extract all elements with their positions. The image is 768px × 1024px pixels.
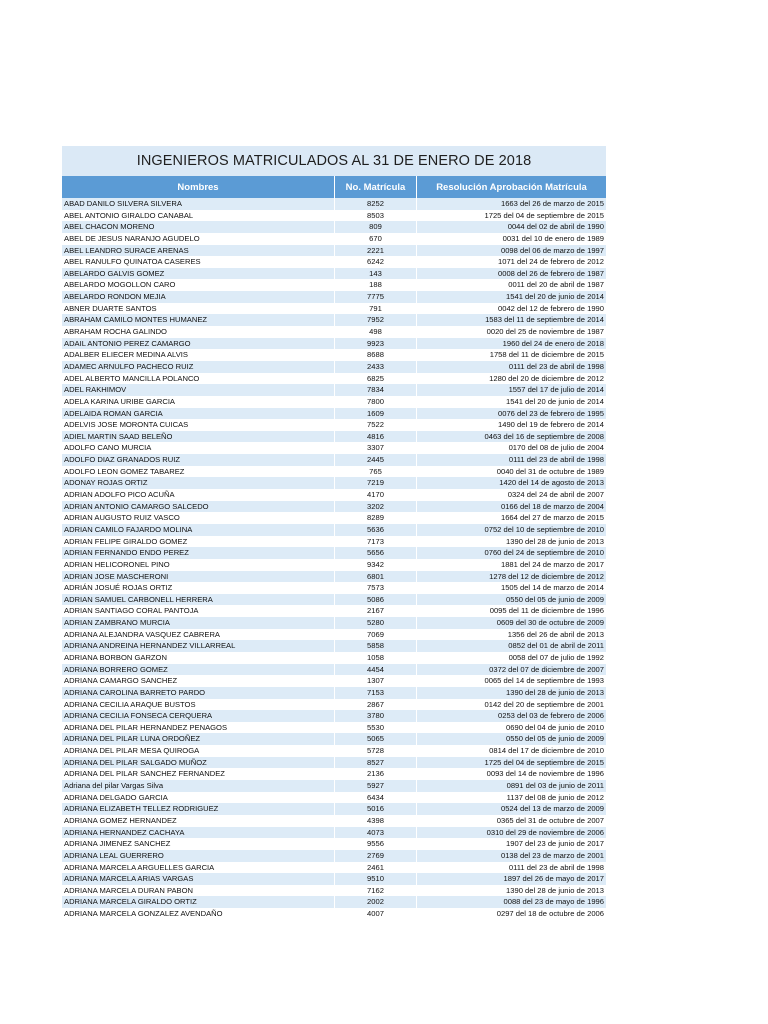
- column-header-nombres[interactable]: Nombres: [62, 176, 335, 198]
- cell-resolucion[interactable]: 1390 del 28 de junio de 2013: [506, 687, 604, 697]
- table-row[interactable]: [62, 827, 606, 839]
- cell-resolucion[interactable]: 0166 del 18 de marzo de 2004: [500, 501, 604, 511]
- table-row[interactable]: [62, 629, 606, 641]
- cell-matricula[interactable]: 2461: [335, 862, 417, 874]
- cell-matricula[interactable]: 7573: [335, 582, 417, 594]
- cell-matricula[interactable]: 8688: [335, 349, 417, 361]
- cell-nombre[interactable]: ADRIANA ANDREINA HERNANDEZ VILLARREAL: [62, 640, 335, 652]
- cell-nombre[interactable]: ADEL RAKHIMOV: [62, 384, 335, 396]
- table-row[interactable]: [62, 268, 606, 280]
- table-row[interactable]: [62, 733, 606, 745]
- cell-matricula[interactable]: 188: [335, 279, 417, 291]
- cell-resolucion[interactable]: 0310 del 29 de noviembre de 2006: [486, 827, 604, 837]
- cell-resolucion[interactable]: 0609 del 30 de octubre de 2009: [496, 618, 604, 628]
- table-row[interactable]: [62, 850, 606, 862]
- cell-resolucion[interactable]: 1557 del 17 de julio de 2014: [508, 385, 604, 395]
- cell-matricula[interactable]: 8252: [335, 198, 417, 210]
- table-row[interactable]: [62, 640, 606, 652]
- table-row[interactable]: [62, 373, 606, 385]
- cell-resolucion[interactable]: 1420 del 14 de agosto de 2013: [499, 478, 604, 488]
- cell-resolucion[interactable]: 1897 del 26 de mayo de 2017: [503, 874, 604, 884]
- table-row[interactable]: [62, 605, 606, 617]
- cell-nombre[interactable]: ADRIAN FELIPE GIRALDO GOMEZ: [62, 536, 335, 548]
- sheet-title: INGENIEROS MATRICULADOS AL 31 DE ENERO DE 2018: [62, 146, 606, 176]
- table-row[interactable]: [62, 908, 606, 920]
- cell-nombre[interactable]: ABRAHAM CAMILO MONTES HUMANEZ: [62, 314, 335, 326]
- table-row[interactable]: [62, 477, 606, 489]
- cell-resolucion[interactable]: 1356 del 26 de abril de 2013: [507, 629, 604, 639]
- cell-resolucion[interactable]: 0098 del 06 de marzo de 1997: [500, 245, 604, 255]
- spreadsheet-table: [62, 146, 606, 920]
- cell-matricula[interactable]: 7069: [335, 629, 417, 641]
- cell-nombre[interactable]: ADRIANA CECILIA FONSECA CERQUERA: [62, 710, 335, 722]
- cell-resolucion[interactable]: 0814 del 17 de diciembre de 2010: [489, 746, 604, 756]
- cell-resolucion[interactable]: 0040 del 31 de octubre de 1989: [496, 466, 604, 476]
- table-row[interactable]: [62, 582, 606, 594]
- cell-nombre[interactable]: ADEL ALBERTO MANCILLA POLANCO: [62, 373, 335, 385]
- cell-nombre[interactable]: ADRIANA LEAL GUERRERO: [62, 850, 335, 862]
- table-row[interactable]: [62, 699, 606, 711]
- cell-resolucion[interactable]: 0253 del 03 de febrero de 2006: [498, 711, 604, 721]
- cell-matricula[interactable]: 5858: [335, 640, 417, 652]
- cell-nombre[interactable]: ADELAIDA ROMAN GARCIA: [62, 408, 335, 420]
- cell-resolucion[interactable]: 0524 del 13 de marzo de 2009: [500, 804, 604, 814]
- table-row[interactable]: [62, 198, 606, 210]
- cell-nombre[interactable]: ADOLFO CANO MURCIA: [62, 442, 335, 454]
- cell-resolucion[interactable]: 0463 del 16 de septiembre de 2008: [484, 431, 604, 441]
- cell-matricula[interactable]: 4816: [335, 431, 417, 443]
- table-row[interactable]: [62, 489, 606, 501]
- cell-nombre[interactable]: ABELARDO MOGOLLON CARO: [62, 279, 335, 291]
- cell-matricula[interactable]: 7153: [335, 687, 417, 699]
- table-body: [62, 198, 606, 920]
- cell-matricula[interactable]: 498: [335, 326, 417, 338]
- cell-resolucion[interactable]: 0020 del 25 de noviembre de 1987: [486, 327, 604, 337]
- table-row[interactable]: [62, 245, 606, 257]
- table-row[interactable]: [62, 885, 606, 897]
- cell-resolucion[interactable]: 0008 del 26 de febrero de 1987: [498, 268, 604, 278]
- cell-resolucion[interactable]: 1907 del 23 de junio de 2017: [506, 839, 604, 849]
- cell-matricula[interactable]: 5280: [335, 617, 417, 629]
- table-row[interactable]: [62, 303, 606, 315]
- table-row[interactable]: [62, 384, 606, 396]
- cell-matricula[interactable]: 7775: [335, 291, 417, 303]
- table-row[interactable]: [62, 361, 606, 373]
- cell-nombre[interactable]: ADRIANA DEL PILAR SALGADO MUÑOZ: [62, 757, 335, 769]
- cell-matricula[interactable]: 9556: [335, 838, 417, 850]
- cell-resolucion[interactable]: 0065 del 14 de septiembre de 1993: [484, 676, 604, 686]
- cell-resolucion[interactable]: 0760 del 24 de septiembre de 2010: [484, 548, 604, 558]
- cell-nombre[interactable]: ABEL DE JESUS NARANJO AGUDELO: [62, 233, 335, 245]
- cell-resolucion[interactable]: 0752 del 10 de septiembre de 2010: [484, 524, 604, 534]
- header-row: [62, 176, 606, 198]
- cell-nombre[interactable]: ADRIANA BORRERO GOMEZ: [62, 664, 335, 676]
- cell-nombre[interactable]: ADRIANA GOMEZ HERNANDEZ: [62, 815, 335, 827]
- cell-matricula[interactable]: 2433: [335, 361, 417, 373]
- cell-nombre[interactable]: ABEL ANTONIO GIRALDO CANABAL: [62, 210, 335, 222]
- cell-resolucion[interactable]: 0011 del 20 de abril de 1987: [508, 280, 604, 290]
- cell-matricula[interactable]: 1307: [335, 675, 417, 687]
- cell-matricula[interactable]: 4170: [335, 489, 417, 501]
- cell-nombre[interactable]: ADOLFO LEON GOMEZ TABAREZ: [62, 466, 335, 478]
- cell-resolucion[interactable]: 0095 del 11 de diciembre de 1996: [489, 606, 604, 616]
- cell-matricula[interactable]: 7952: [335, 314, 417, 326]
- cell-matricula[interactable]: 4398: [335, 815, 417, 827]
- cell-matricula[interactable]: 7162: [335, 885, 417, 897]
- cell-nombre[interactable]: ADRIANA DEL PILAR MESA QUIROGA: [62, 745, 335, 757]
- cell-resolucion[interactable]: 0111 del 23 de abril de 1998: [508, 455, 604, 465]
- cell-nombre[interactable]: Adriana del pilar Vargas Silva: [62, 780, 335, 792]
- table-row[interactable]: [62, 221, 606, 233]
- cell-nombre[interactable]: ABEL LEANDRO SURACE ARENAS: [62, 245, 335, 257]
- cell-resolucion[interactable]: 0031 del 10 de enero de 1989: [502, 233, 604, 243]
- cell-matricula[interactable]: 7800: [335, 396, 417, 408]
- table-row[interactable]: [62, 873, 606, 885]
- cell-resolucion[interactable]: 1137 del 08 de junio de 2012: [506, 792, 604, 802]
- table-row[interactable]: [62, 896, 606, 908]
- table-row[interactable]: [62, 745, 606, 757]
- cell-nombre[interactable]: ABNER DUARTE SANTOS: [62, 303, 335, 315]
- cell-nombre[interactable]: ADRIANA MARCELA GIRALDO ORTIZ: [62, 896, 335, 908]
- cell-resolucion[interactable]: 0297 del 18 de octubre de 2006: [496, 909, 604, 919]
- table-row[interactable]: [62, 536, 606, 548]
- cell-matricula[interactable]: 7522: [335, 419, 417, 431]
- table-row[interactable]: [62, 466, 606, 478]
- cell-matricula[interactable]: 8289: [335, 512, 417, 524]
- cell-resolucion[interactable]: 0891 del 03 de junio de 2011: [506, 781, 604, 791]
- cell-matricula[interactable]: 5728: [335, 745, 417, 757]
- cell-resolucion[interactable]: 1071 del 24 de febrero de 2012: [498, 257, 604, 267]
- cell-nombre[interactable]: ADRIANA DEL PILAR SANCHEZ FERNANDEZ: [62, 768, 335, 780]
- cell-nombre[interactable]: ADRIAN ADOLFO PICO ACUÑA: [62, 489, 335, 501]
- cell-matricula[interactable]: 8503: [335, 210, 417, 222]
- cell-resolucion[interactable]: 1663 del 26 de marzo de 2015: [500, 199, 604, 208]
- table-row[interactable]: [62, 279, 606, 291]
- cell-resolucion[interactable]: 1583 del 11 de septiembre de 2014: [485, 315, 604, 325]
- cell-matricula[interactable]: 7219: [335, 477, 417, 489]
- cell-nombre[interactable]: ADALBER ELIECER MEDINA ALVIS: [62, 349, 335, 361]
- cell-nombre[interactable]: ADRIANA CAROLINA BARRETO PARDO: [62, 687, 335, 699]
- cell-nombre[interactable]: ADELA KARINA URIBE GARCIA: [62, 396, 335, 408]
- table-row[interactable]: [62, 338, 606, 350]
- cell-matricula[interactable]: 2136: [335, 768, 417, 780]
- cell-resolucion[interactable]: 1725 del 04 de septiembre de 2015: [484, 757, 604, 767]
- table-row[interactable]: [62, 664, 606, 676]
- cell-nombre[interactable]: ADRIAN JOSE MASCHERONI: [62, 571, 335, 583]
- cell-matricula[interactable]: 5086: [335, 594, 417, 606]
- cell-nombre[interactable]: ADRIANA JIMENEZ SANCHEZ: [62, 838, 335, 850]
- table-row[interactable]: [62, 757, 606, 769]
- cell-resolucion[interactable]: 0093 del 14 de noviembre de 1996: [486, 769, 604, 779]
- cell-nombre[interactable]: ADRIANA MARCELA ARGUELLES GARCIA: [62, 862, 335, 874]
- table-row[interactable]: [62, 256, 606, 268]
- table-row[interactable]: [62, 291, 606, 303]
- table-row[interactable]: [62, 419, 606, 431]
- cell-resolucion[interactable]: 1725 del 04 de septiembre de 2015: [484, 210, 604, 220]
- cell-matricula[interactable]: 5016: [335, 803, 417, 815]
- cell-nombre[interactable]: ADELVIS JOSE MORONTA CUICAS: [62, 419, 335, 431]
- table-row[interactable]: [62, 652, 606, 664]
- table-row[interactable]: [62, 768, 606, 780]
- cell-matricula[interactable]: 791: [335, 303, 417, 315]
- table-row[interactable]: [62, 396, 606, 408]
- cell-nombre[interactable]: ABEL RANULFO QUINATOA CASERES: [62, 256, 335, 268]
- cell-resolucion[interactable]: 1960 del 24 de enero de 2018: [502, 338, 604, 348]
- cell-nombre[interactable]: ADAMEC ARNULFO PACHECO RUIZ: [62, 361, 335, 373]
- table-row[interactable]: [62, 815, 606, 827]
- table-row[interactable]: [62, 349, 606, 361]
- cell-resolucion[interactable]: 1390 del 28 de junio de 2013: [506, 536, 604, 546]
- cell-resolucion[interactable]: 0324 del 24 de abril de 2007: [507, 490, 604, 500]
- cell-nombre[interactable]: ADRIÁN JOSUÉ ROJAS ORTIZ: [62, 582, 335, 594]
- cell-nombre[interactable]: ADRIAN SANTIAGO CORAL PANTOJA: [62, 605, 335, 617]
- cell-matricula[interactable]: 3202: [335, 501, 417, 513]
- cell-matricula[interactable]: 5065: [335, 733, 417, 745]
- cell-nombre[interactable]: ADRIAN ANTONIO CAMARGO SALCEDO: [62, 501, 335, 513]
- cell-nombre[interactable]: ADRIANA MARCELA DURAN PABON: [62, 885, 335, 897]
- cell-matricula[interactable]: 9510: [335, 873, 417, 885]
- table-row[interactable]: [62, 780, 606, 792]
- cell-nombre[interactable]: ADRIANA MARCELA GONZALEZ AVENDAÑO: [62, 908, 335, 920]
- cell-resolucion[interactable]: 0550 del 05 de junio de 2009: [506, 734, 604, 744]
- cell-matricula[interactable]: 4007: [335, 908, 417, 920]
- cell-matricula[interactable]: 809: [335, 221, 417, 233]
- cell-matricula[interactable]: 6242: [335, 256, 417, 268]
- cell-nombre[interactable]: ADOLFO DIAZ GRANADOS RUIZ: [62, 454, 335, 466]
- cell-resolucion[interactable]: 0372 del 07 de diciembre de 2007: [489, 664, 604, 674]
- cell-matricula[interactable]: 5530: [335, 722, 417, 734]
- table-row[interactable]: [62, 838, 606, 850]
- cell-nombre[interactable]: ABELARDO GALVIS GOMEZ: [62, 268, 335, 280]
- cell-resolucion[interactable]: 1881 del 24 de marzo de 2017: [500, 559, 604, 569]
- cell-nombre[interactable]: ADRIAN SAMUEL CARBONELL HERRERA: [62, 594, 335, 606]
- cell-nombre[interactable]: ABELARDO RONDON MEJIA: [62, 291, 335, 303]
- table-row[interactable]: [62, 512, 606, 524]
- table-row[interactable]: [62, 862, 606, 874]
- cell-matricula[interactable]: 2769: [335, 850, 417, 862]
- cell-resolucion[interactable]: 0690 del 04 de junio de 2010: [506, 722, 604, 732]
- cell-matricula[interactable]: 5636: [335, 524, 417, 536]
- table-row[interactable]: [62, 559, 606, 571]
- table-row[interactable]: [62, 792, 606, 804]
- cell-matricula[interactable]: 3307: [335, 442, 417, 454]
- cell-nombre[interactable]: ADRIANA HERNANDEZ CACHAYA: [62, 827, 335, 839]
- cell-matricula[interactable]: 6434: [335, 792, 417, 804]
- cell-nombre[interactable]: ADRIANA CAMARGO SANCHEZ: [62, 675, 335, 687]
- cell-resolucion[interactable]: 0170 del 08 de julio de 2004: [508, 443, 604, 453]
- cell-matricula[interactable]: 2002: [335, 896, 417, 908]
- cell-resolucion[interactable]: 0044 del 02 de abril de 1990: [507, 222, 604, 232]
- table-row[interactable]: [62, 547, 606, 559]
- table-row[interactable]: [62, 803, 606, 815]
- table-row[interactable]: [62, 233, 606, 245]
- cell-matricula[interactable]: 7834: [335, 384, 417, 396]
- table-row[interactable]: [62, 617, 606, 629]
- cell-matricula[interactable]: 143: [335, 268, 417, 280]
- cell-resolucion[interactable]: 1505 del 14 de marzo de 2014: [500, 583, 604, 593]
- table-row[interactable]: [62, 501, 606, 513]
- cell-nombre[interactable]: ADRIANA DEL PILAR LUNA ORDOÑEZ: [62, 733, 335, 745]
- cell-matricula[interactable]: 7173: [335, 536, 417, 548]
- cell-matricula[interactable]: 5927: [335, 780, 417, 792]
- cell-matricula[interactable]: 6801: [335, 571, 417, 583]
- cell-nombre[interactable]: ABAD DANILO SILVERA SILVERA: [62, 198, 335, 210]
- cell-nombre[interactable]: ADRIANA BORBON GARZON: [62, 652, 335, 664]
- cell-resolucion[interactable]: 0365 del 31 de octubre de 2007: [496, 815, 604, 825]
- table-row[interactable]: [62, 210, 606, 222]
- cell-resolucion[interactable]: 0550 del 05 de junio de 2009: [506, 594, 604, 604]
- cell-nombre[interactable]: ADRIANA MARCELA ARIAS VARGAS: [62, 873, 335, 885]
- cell-nombre[interactable]: ADONAY ROJAS ORTIZ: [62, 477, 335, 489]
- cell-nombre[interactable]: ADRIAN ZAMBRANO MURCIA: [62, 617, 335, 629]
- cell-nombre[interactable]: ADRIAN CAMILO FAJARDO MOLINA: [62, 524, 335, 536]
- cell-matricula[interactable]: 8527: [335, 757, 417, 769]
- table-row[interactable]: [62, 710, 606, 722]
- table-row[interactable]: [62, 722, 606, 734]
- table-row[interactable]: [62, 571, 606, 583]
- cell-resolucion[interactable]: 1278 del 12 de diciembre de 2012: [489, 571, 604, 581]
- cell-nombre[interactable]: ADRIAN HELICORONEL PINO: [62, 559, 335, 571]
- cell-resolucion[interactable]: 0042 del 12 de febrero de 1990: [498, 303, 604, 313]
- cell-resolucion[interactable]: 0088 del 23 de mayo de 1996: [503, 897, 604, 907]
- cell-nombre[interactable]: ABRAHAM ROCHA GALINDO: [62, 326, 335, 338]
- column-header-resolucion[interactable]: Resolución Aprobación Matrícula: [436, 181, 587, 193]
- cell-resolucion[interactable]: 1390 del 28 de junio de 2013: [506, 885, 604, 895]
- cell-matricula[interactable]: 2867: [335, 699, 417, 711]
- cell-matricula[interactable]: 2221: [335, 245, 417, 257]
- cell-resolucion[interactable]: 0111 del 23 de abril de 1998: [508, 361, 604, 371]
- table-row[interactable]: [62, 687, 606, 699]
- cell-resolucion[interactable]: 1541 del 20 de junio de 2014: [506, 292, 604, 302]
- column-header-matricula[interactable]: No. Matrícula: [335, 176, 417, 198]
- cell-matricula[interactable]: 670: [335, 233, 417, 245]
- table-row[interactable]: [62, 454, 606, 466]
- cell-resolucion[interactable]: 1490 del 19 de febrero de 2014: [498, 420, 604, 430]
- cell-resolucion[interactable]: 0142 del 20 de septiembre de 2001: [484, 699, 604, 709]
- cell-nombre[interactable]: ADAIL ANTONIO PEREZ CAMARGO: [62, 338, 335, 350]
- cell-matricula[interactable]: 2167: [335, 605, 417, 617]
- cell-nombre[interactable]: ADRIANA ALEJANDRA VASQUEZ CABRERA: [62, 629, 335, 641]
- cell-matricula[interactable]: 9342: [335, 559, 417, 571]
- cell-resolucion[interactable]: 1758 del 11 de diciembre de 2015: [489, 350, 604, 360]
- table-row[interactable]: [62, 594, 606, 606]
- cell-matricula[interactable]: 765: [335, 466, 417, 478]
- cell-nombre[interactable]: ABEL CHACON MORENO: [62, 221, 335, 233]
- cell-matricula[interactable]: 5656: [335, 547, 417, 559]
- cell-matricula[interactable]: 1609: [335, 408, 417, 420]
- cell-matricula[interactable]: 4454: [335, 664, 417, 676]
- cell-matricula[interactable]: 3780: [335, 710, 417, 722]
- cell-nombre[interactable]: ADRIANA CECILIA ARAQUE BUSTOS: [62, 699, 335, 711]
- cell-nombre[interactable]: ADRIANA ELIZABETH TELLEZ RODRIGUEZ: [62, 803, 335, 815]
- cell-nombre[interactable]: ADRIAN FERNANDO ENDO PEREZ: [62, 547, 335, 559]
- cell-nombre[interactable]: ADRIANA DELGADO GARCIA: [62, 792, 335, 804]
- cell-matricula[interactable]: 9923: [335, 338, 417, 350]
- table-row[interactable]: [62, 431, 606, 443]
- cell-resolucion[interactable]: 1280 del 20 de diciembre de 2012: [489, 373, 604, 383]
- cell-resolucion[interactable]: 0138 del 23 de marzo de 2001: [500, 850, 604, 860]
- cell-resolucion[interactable]: 1664 del 27 de marzo de 2015: [500, 513, 604, 523]
- cell-resolucion[interactable]: 0076 del 23 de febrero de 1995: [498, 408, 604, 418]
- cell-resolucion[interactable]: 0111 del 23 de abril de 1998: [508, 862, 604, 872]
- cell-matricula[interactable]: 6825: [335, 373, 417, 385]
- table-row[interactable]: [62, 314, 606, 326]
- cell-resolucion[interactable]: 1541 del 20 de junio de 2014: [506, 396, 604, 406]
- cell-resolucion[interactable]: 0058 del 07 de julio de 1992: [508, 652, 604, 662]
- cell-matricula[interactable]: 1058: [335, 652, 417, 664]
- table-row[interactable]: [62, 524, 606, 536]
- cell-matricula[interactable]: 4073: [335, 827, 417, 839]
- cell-resolucion[interactable]: 0852 del 01 de abril de 2011: [508, 641, 604, 651]
- cell-nombre[interactable]: ADIEL MARTIN SAAD BELEÑO: [62, 431, 335, 443]
- table-row[interactable]: [62, 326, 606, 338]
- cell-nombre[interactable]: ADRIAN AUGUSTO RUIZ VASCO: [62, 512, 335, 524]
- cell-matricula[interactable]: 2445: [335, 454, 417, 466]
- table-row[interactable]: [62, 675, 606, 687]
- table-row[interactable]: [62, 442, 606, 454]
- table-row[interactable]: [62, 408, 606, 420]
- cell-nombre[interactable]: ADRIANA DEL PILAR HERNANDEZ PENAGOS: [62, 722, 335, 734]
